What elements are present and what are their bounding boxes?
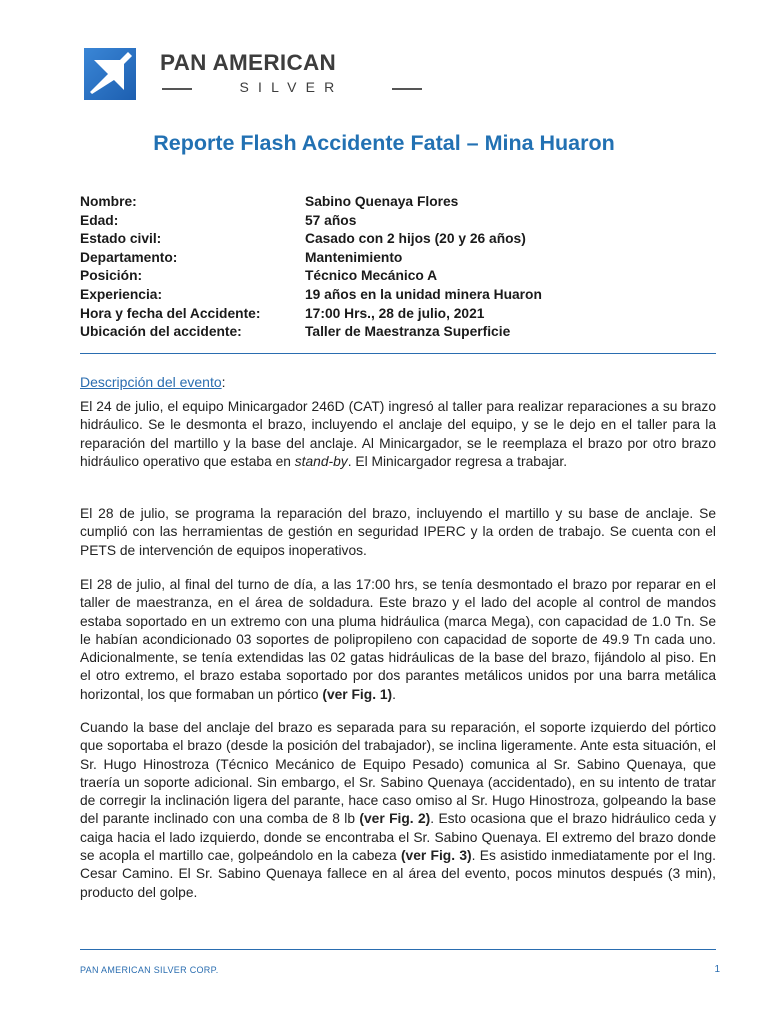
paragraph-1 — [80, 398, 716, 471]
paragraph-italic: stand-by — [294, 453, 348, 469]
paragraph-text: . Esto ocasiona que el brazo hidráulico ceda y caiga hacia el lado izquierdo, donde se encontraba el Sr. Sabino Quenaya. El extremo del brazo donde se acopla el martillo cae, golpeándolo en la cabeza — [80, 811, 716, 864]
paragraph-text: El 28 de julio, al final del turno de día, a las 17:00 hrs, se tenía desmontado el brazo por reparar en el taller de maestranza, en el área de soldadura. Este brazo y el lado del acople al control de mandos estaba soportado en un extremo con una pluma hidráulica (marca Mega), con capacidad de 1.0 Tn. Se le habían acondicionado 03 soportes de polipropileno con capacidad de soporte de 49.9 Tn cada uno. Adicionalmente, se tenía extendidas las 02 gatas hidráulicas de la base del brazo, fijándolo al piso. En el otro extremo, el brazo estaba soportado por dos parantes metálicos unidos por una barra metálica horizontal, los que formaban un pórtico — [80, 577, 716, 702]
subtitle-dash-left — [162, 88, 192, 90]
subtitle-dash-right — [392, 88, 422, 90]
section-heading-text: Descripción del evento — [80, 374, 222, 390]
paragraph-4 — [80, 719, 716, 902]
figure-reference: (ver Fig. 3) — [400, 848, 472, 864]
info-label: Edad: — [80, 212, 119, 228]
paragraph-3 — [80, 576, 716, 704]
paragraph-text: Cuando la base del anclaje del brazo es separada para su reparación, el soporte izquierdo del pórtico que soportaba el brazo (desde la posición del trabajador), se inclina ligeramente. Ante esta situación, el Sr. Hugo Hinostroza (Técnico Mecánico de Equipo Pesado) comunica al Sr. Sabino Quenaya, que traería un soporte adicional. Sin embargo, el Sr. Sabino Quenaya (accidentado), en su intento de tratar de corregir la inclinación ligera del parante, hace caso omiso al Sr. Hugo Hinostroza, golpeando la base del parante inclinado con una comba de 8 lb — [80, 720, 716, 827]
info-value: Sabino Quenaya Flores — [305, 194, 459, 209]
info-row-hora-fecha — [80, 305, 716, 324]
company-name: PAN AMERICAN — [160, 50, 337, 75]
info-row-posicion — [80, 267, 716, 286]
company-subtitle-text: SILVER — [239, 79, 344, 95]
section-heading — [80, 374, 226, 390]
info-label: Estado civil: — [80, 231, 162, 247]
info-row-departamento — [80, 249, 716, 268]
info-row-experiencia — [80, 286, 716, 305]
page-number: 1 — [714, 964, 720, 975]
paragraph-text: . — [392, 686, 396, 702]
info-value: 17:00 Hrs., 28 de julio, 2021 — [305, 305, 485, 321]
footer-company: PAN AMERICAN SILVER CORP. — [80, 965, 219, 975]
info-value: Mantenimiento — [305, 249, 403, 265]
info-row-edad — [80, 212, 716, 231]
info-label: Hora y fecha del Accidente: — [80, 305, 261, 321]
info-row-estado-civil — [80, 230, 716, 249]
info-row-ubicacion — [80, 323, 716, 342]
info-label: Departamento: — [80, 249, 178, 265]
section-heading-colon: : — [221, 374, 226, 390]
divider-top — [80, 353, 716, 354]
paragraph-text: . El Minicargador regresa a trabajar. — [347, 453, 568, 469]
pickaxe-logo-icon — [80, 44, 140, 104]
info-label: Posición: — [80, 268, 143, 284]
paragraph-2: El 28 de julio, se programa la reparación del brazo, incluyendo el martillo y su base de anclaje. Se cumplió con las herramientas de gestión en seguridad IPERC y la orden de trabajo. Se cuenta con el PETS de intervención de equipos inoperativos. — [80, 506, 716, 558]
info-row-nombre — [80, 193, 716, 212]
company-subtitle — [160, 79, 423, 99]
figure-reference: (ver Fig. 2) — [359, 811, 431, 827]
info-value: Casado con 2 hijos (20 y 26 años) — [305, 231, 526, 247]
info-label: Nombre: — [80, 194, 137, 209]
divider-bottom — [80, 949, 716, 950]
company-logo — [80, 44, 360, 104]
info-label: Experiencia: — [80, 286, 163, 302]
info-value: Taller de Maestranza Superficie — [305, 324, 511, 340]
info-value: Técnico Mecánico A — [305, 268, 438, 284]
info-value: 19 años en la unidad minera Huaron — [305, 286, 542, 302]
paragraph-text: . Es asistido inmediatamente por el Ing. Cesar Camino. El Sr. Sabino Quenaya fallece en al área del evento, pocos minutos después (3 min), producto del golpe. — [80, 848, 716, 900]
info-label: Ubicación del accidente: — [80, 324, 242, 340]
figure-reference: (ver Fig. 1) — [322, 686, 393, 702]
info-value: 57 años — [305, 212, 357, 228]
report-title: Reporte Flash Accidente Fatal – Mina Huaron — [153, 131, 615, 155]
info-table — [80, 193, 716, 342]
paragraph-text: El 24 de julio, el equipo Minicargador 246D (CAT) ingresó al taller para realizar reparaciones a su brazo hidráulico. Se le desmonta el brazo, incluyendo el anclaje del equipo, y se le dejo en el taller para la reparación del martillo y la base del anclaje. Al Minicargador, se le reemplaza el brazo por otro brazo hidráulico operativo que estaba en — [80, 399, 716, 469]
